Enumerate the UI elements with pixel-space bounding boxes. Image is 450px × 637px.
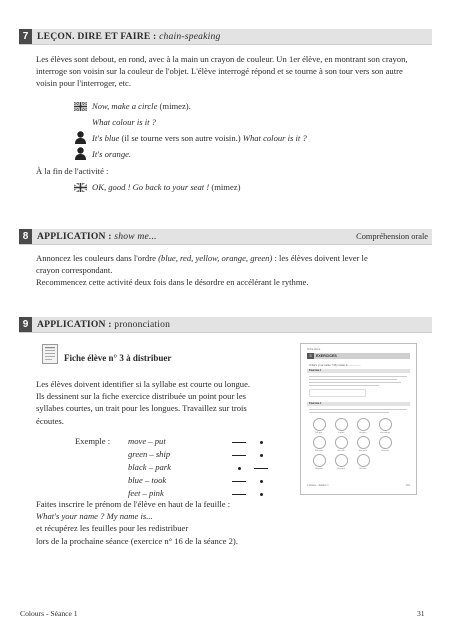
long-syllable-mark xyxy=(232,494,246,495)
sheet-answer-circle xyxy=(313,418,326,431)
sheet-word-label: bla-stik xyxy=(337,449,345,452)
sheet-tag: Fiche élève xyxy=(307,348,321,351)
sheet-answer-circle xyxy=(357,454,370,467)
long-syllable-mark xyxy=(254,468,268,469)
sheet-ex1-bar: Exercice 1 xyxy=(307,369,410,373)
sheet-word-label: bla-yoin xyxy=(315,449,323,452)
short-syllable-mark xyxy=(260,441,263,444)
example-words: move – put xyxy=(128,436,166,446)
section-number: 9 xyxy=(19,317,32,332)
sheet-word-label: bli-ppe xyxy=(315,431,323,434)
short-syllable-mark xyxy=(238,467,241,470)
sheet-answer-circle xyxy=(313,436,326,449)
student-icon xyxy=(75,147,86,160)
long-syllable-mark xyxy=(232,455,246,456)
example-label: Exemple : xyxy=(75,436,111,446)
sheet-answer-circle xyxy=(357,436,370,449)
sheet-word-label: bli-pant xyxy=(315,467,323,470)
section9-para: Les élèves doivent identifier si la syllabe est courte ou longue. Ils dessinent sur la fiche exercice distribuée un point pour les syllabes courtes, un trait pour les longues. Travaillez sur trois écoutes. xyxy=(36,379,251,426)
sheet-word-label: cla-orange xyxy=(379,431,391,434)
sheet-word-label: bli-gree xyxy=(359,431,367,434)
section9-outro: Faites inscrire le prénom de l'élève en haut de la feuille : What's your name ? My name is... et récupérez les feuilles pour les redistribuer lors de la prochaine séance (exercice n° 16 de la séance 2). xyxy=(36,499,238,546)
sheet-answer-circle xyxy=(379,436,392,449)
short-syllable-mark xyxy=(260,480,263,483)
skill-label: Compréhension orale xyxy=(356,232,428,241)
section-header-8 xyxy=(19,229,432,245)
section8-text: Annoncez les couleurs dans l'ordre (blue, red, yellow, orange, green) : les élèves doivent lever le crayon correspondant. Recommencez cette activité deux fois dans le désordre en accélérant le rythme. xyxy=(36,253,368,288)
sheet-word-label: la pink xyxy=(337,431,345,434)
dialogue-line-2: What colour is it ? xyxy=(92,117,156,127)
sheet-answer-circle xyxy=(335,436,348,449)
sheet-answer-circle xyxy=(313,454,326,467)
example-words: blue – took xyxy=(128,475,167,485)
end-line: OK, good ! Go back to your seat ! (mimez) xyxy=(74,182,240,192)
worksheet-icon xyxy=(42,344,58,364)
long-syllable-mark xyxy=(232,481,246,482)
section-title: APPLICATION : prononciation xyxy=(37,319,171,330)
short-syllable-mark xyxy=(260,454,263,457)
sheet-word-label: bli-pant xyxy=(381,449,389,452)
example-words: green – ship xyxy=(128,449,171,459)
section-subtitle: show me... xyxy=(114,231,157,242)
dialogue-line-1: Now, make a circle (mimez). xyxy=(74,101,191,111)
example-words: black – park xyxy=(128,462,171,472)
footer-left: Colours - Séance 1 xyxy=(20,609,78,618)
section-subtitle: prononciation xyxy=(114,319,171,330)
sheet-name-line: What's your name ? My name is ................ xyxy=(309,363,361,367)
uk-flag-icon xyxy=(74,102,87,111)
sheet-answer-circle xyxy=(335,454,348,467)
section7-intro: Les élèves sont debout, en rond, avec à la main un crayon de couleur. Un 1er élève, en montrant son crayon, interroge son voisin sur la couleur de l'objet. L'élève interrogé répond et se tourne à son tour vers son autre voisin pour l'interroger, etc. xyxy=(36,54,408,89)
sheet-footer: Colours – Séance 1 xyxy=(307,484,329,487)
section-title: APPLICATION : show me... xyxy=(37,231,157,242)
short-syllable-mark xyxy=(260,493,263,496)
sheet-page: 161 xyxy=(405,484,410,487)
sheet-ex2-bar: Exercice 2 xyxy=(307,402,410,406)
dialogue-line-3: It's blue (il se tourne vers son autre voisin.) What colour is it ? xyxy=(75,131,307,144)
section-number: 7 xyxy=(19,29,32,44)
page-number: 31 xyxy=(417,609,425,618)
sheet-word-label: bla-yoin xyxy=(359,449,367,452)
section-header-9 xyxy=(19,317,432,333)
sheet-answer-circle xyxy=(379,418,392,431)
worksheet-thumbnail xyxy=(300,343,417,495)
section-subtitle: chain-speaking xyxy=(159,31,221,42)
dialogue-line-4: It's orange. xyxy=(75,147,131,160)
sheet-answer-circle xyxy=(335,418,348,431)
section-header-7 xyxy=(19,29,432,45)
section-number: 8 xyxy=(19,229,32,244)
sheet-header: 3 EXERCICES xyxy=(307,353,410,359)
long-syllable-mark xyxy=(232,442,246,443)
uk-flag-icon xyxy=(74,183,87,192)
sheet-word-label: cla-pink xyxy=(337,467,345,470)
example-words: feet – pink xyxy=(128,488,164,498)
end-label: À la fin de l'activité : xyxy=(36,166,109,176)
fiche-title: Fiche élève n° 3 à distribuer xyxy=(64,353,172,363)
student-icon xyxy=(75,131,86,144)
section-title: LEÇON. DIRE ET FAIRE : chain-speaking xyxy=(37,31,221,42)
sheet-answer-circle xyxy=(357,418,370,431)
sheet-word-label: bli-blue xyxy=(359,467,367,470)
